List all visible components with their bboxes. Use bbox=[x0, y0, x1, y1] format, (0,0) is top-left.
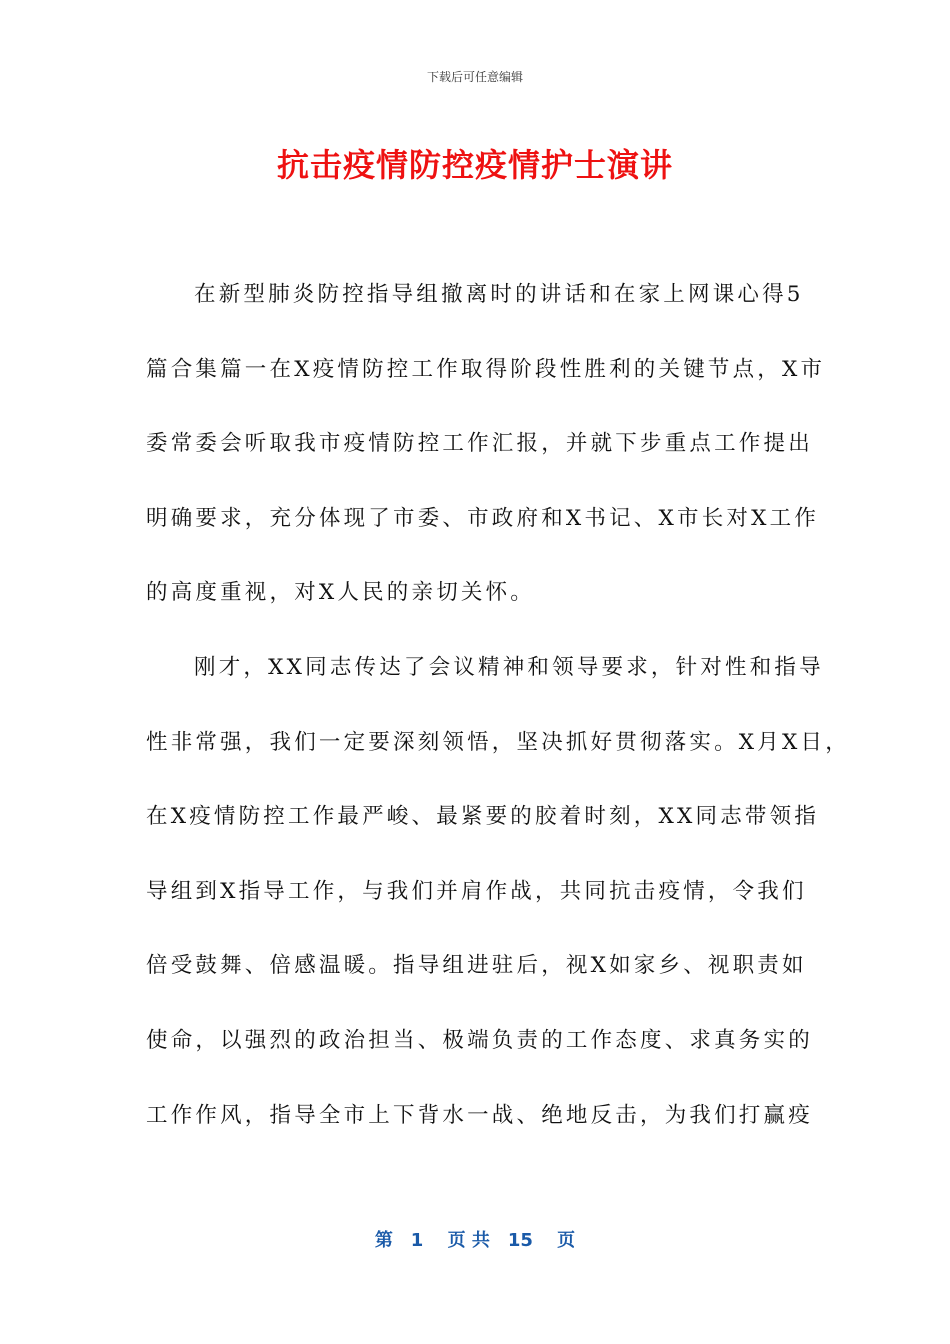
paragraph-line: 导组到X指导工作，与我们并肩作战，共同抗击疫情，令我们 bbox=[146, 878, 807, 904]
paragraph-line: 工作作风，指导全市上下背水一战、绝地反击，为我们打赢疫 bbox=[146, 1102, 813, 1128]
paragraph-line: 使命，以强烈的政治担当、极端负责的工作态度、求真务实的 bbox=[146, 1027, 813, 1053]
paragraph-line: 篇合集篇一在X疫情防控工作取得阶段性胜利的关键节点，X市 bbox=[146, 356, 826, 382]
paragraph-line: 在X疫情防控工作最严峻、最紧要的胶着时刻，XX同志带领指 bbox=[146, 804, 820, 830]
paragraph-line: 刚才，XX同志传达了会议精神和领导要求，针对性和指导 bbox=[194, 654, 824, 680]
paragraph-line: 在新型肺炎防控指导组撤离时的讲话和在家上网课心得5 bbox=[194, 282, 804, 307]
paragraph-line: 的高度重视，对X人民的亲切关怀。 bbox=[146, 580, 536, 606]
header-note: 下载后可任意编辑 bbox=[426, 70, 523, 84]
paragraph-line: 倍受鼓舞、倍感温暖。指导组进驻后，视X如家乡、视职责如 bbox=[146, 953, 807, 979]
document-body bbox=[146, 258, 850, 1153]
paragraph-line: 委常委会听取我市疫情防控工作汇报，并就下步重点工作提出 bbox=[146, 431, 813, 457]
page-footer: 第 1 页 共 15 页 bbox=[374, 1230, 576, 1251]
paragraph-line: 性非常强，我们一定要深刻领悟，坚决抓好贯彻落实。X月X日， bbox=[146, 729, 850, 755]
paragraph-line: 明确要求，充分体现了市委、市政府和X书记、X市长对X工作 bbox=[146, 505, 820, 531]
document-title: 抗击疫情防控疫情护士演讲 bbox=[276, 146, 673, 184]
